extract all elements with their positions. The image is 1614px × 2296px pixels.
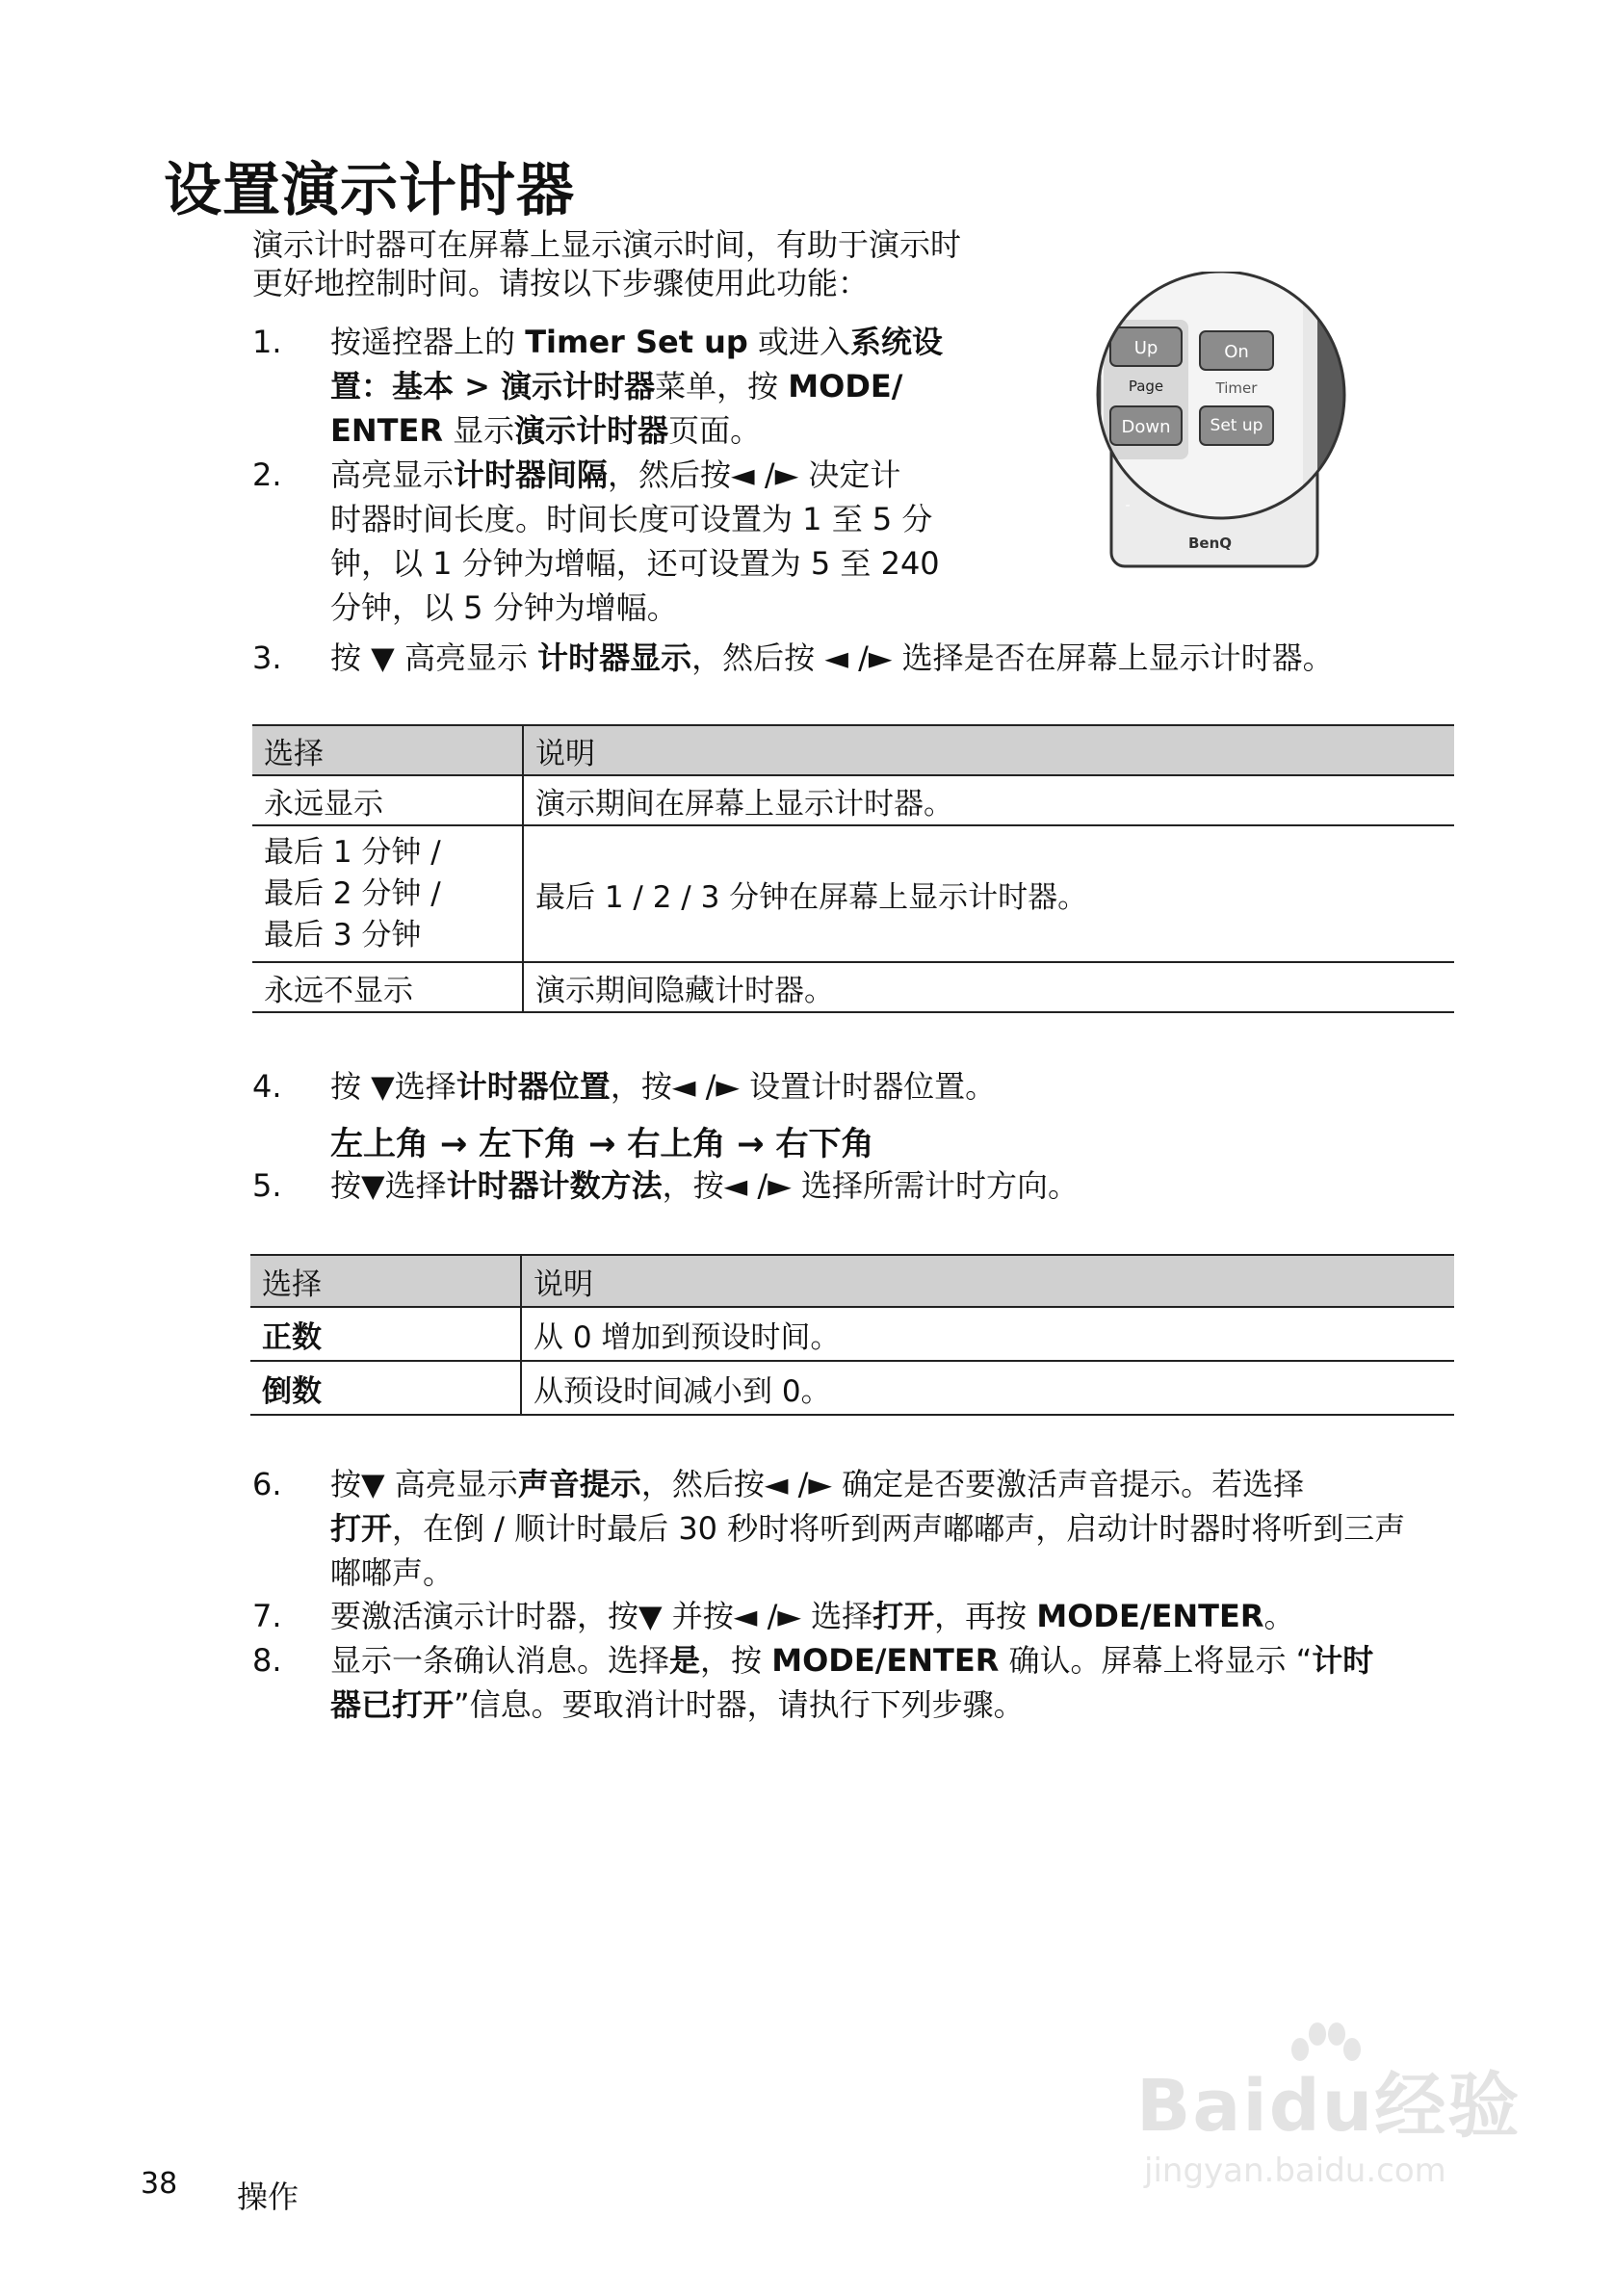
step-3 [252,636,1504,680]
option-line: 最后 2 分钟 / [264,875,441,911]
down-label: Down [1121,417,1171,437]
step-2 [252,453,1003,636]
step-text: ”信息。要取消计时器，请执行下列步骤。 [454,1686,1025,1723]
count-method-table [250,1254,1454,1416]
step-text: 页面。 [668,412,762,449]
option-line: 最后 3 分钟 [264,917,422,952]
table-header-cell: 说明 [523,725,1454,775]
step-text: ，按◄ /► 设置计时器位置。 [610,1068,997,1105]
step-text: 按遥控器上的 [330,324,526,360]
step-text: 按▼选择 [330,1167,447,1204]
table-row [252,775,1454,825]
page-number: 38 [141,2167,178,2201]
step-bold: 打开 [330,1510,393,1547]
step-7 [252,1594,1504,1638]
step-bold: 打开 [872,1598,935,1634]
step-text: 按 ▼ 高亮显示 [330,639,538,676]
step-text: 高亮显示 [330,457,455,493]
step-text: 时器时间长度。时间长度可设置为 1 至 5 分 [330,501,933,537]
table-header-row [252,725,1454,775]
step-bold: 声音提示 [517,1466,641,1502]
step-number: 1. [252,324,282,360]
table-cell-desc: 最后 1 / 2 / 3 分钟在屏幕上显示计时器。 [523,825,1454,962]
step-6 [252,1462,1504,1597]
up-label: Up [1133,338,1158,358]
step-text: 或进入 [747,324,851,360]
table-cell-option [252,825,523,962]
step-text: ，然后按◄ /► 决定计 [608,457,901,493]
table-row [250,1307,1454,1361]
step-text: 按▼ 高亮显示 [330,1466,518,1502]
table-cell-desc: 演示期间在屏幕上显示计时器。 [523,775,1454,825]
step-text: ，然后按 ◄ /► 选择是否在屏幕上显示计时器。 [691,639,1334,676]
option-line: 最后 1 分钟 / [264,834,441,870]
step-text: ，在倒 / 顺计时最后 30 秒时将听到两声嘟嘟声，启动计时器时将听到三声 [392,1510,1406,1547]
table-cell-desc: 从预设时间减小到 0。 [521,1361,1454,1415]
step-text: ，再按 [934,1598,1037,1634]
remote-control-illustration [1086,272,1375,570]
step-text: ，然后按◄ /► 确定是否要激活声音提示。若选择 [640,1466,1305,1502]
section-name: 操作 [237,2179,299,2215]
step-text: 要激活演示计时器，按▼ 并按◄ /► 选择 [330,1598,873,1634]
table-row [250,1361,1454,1415]
step-text: 确认。屏幕上将显示 “ [999,1642,1313,1679]
step-number: 5. [252,1167,282,1204]
watermark-logo: Baidu经验 [1136,2065,1522,2148]
timer-label: Timer [1215,379,1258,397]
table-cell-option: 正数 [250,1307,521,1361]
step-1 [252,320,1003,455]
step-bold: 计时器间隔 [454,457,609,493]
step-text: 分钟，以 5 分钟为增幅。 [330,589,678,626]
watermark [1136,2049,1521,2190]
step-bold: MODE/ENTER [1036,1598,1264,1634]
page-label: Page [1128,378,1164,395]
setup-label: Set up [1210,416,1263,435]
table-header-cell: 选择 [252,725,523,775]
step-text: 钟，以 1 分钟为增幅，还可设置为 5 至 240 [330,545,940,582]
table-cell-option: 永远显示 [252,775,523,825]
minus-label: - [1125,498,1131,513]
step-number: 6. [252,1466,282,1502]
intro-paragraph: 演示计时器可在屏幕上显示演示时间，有助于演示时更好地控制时间。请按以下步骤使用此功能： [252,226,962,301]
step-number: 4. [252,1068,282,1105]
page-title: 设置演示计时器 [164,157,575,224]
step-bold: ENTER [330,412,443,449]
step-bold: 是 [669,1642,701,1679]
step-bold: 系统设 [850,324,944,360]
step-text: 显示一条确认消息。选择 [330,1642,670,1679]
step-4 [252,1064,1408,1109]
step-text: 嘟嘟声。 [330,1554,455,1591]
step-bold: 演示计时器 [514,412,669,449]
table-cell-option: 永远不显示 [252,962,523,1012]
table-cell-option: 倒数 [250,1361,521,1415]
step-text: ，按 [700,1642,772,1679]
table-cell-desc: 从 0 增加到预设时间。 [521,1307,1454,1361]
on-label: On [1224,342,1249,362]
step-bold: 置：基本 > 演示计时器 [330,368,656,404]
timer-display-table [252,724,1454,1013]
step-bold: MODE/ENTER [771,1642,1000,1679]
step-number: 7. [252,1598,282,1634]
step-number: 3. [252,639,282,676]
table-header-cell: 说明 [521,1255,1454,1307]
table-cell-desc: 演示期间隐藏计时器。 [523,962,1454,1012]
step-text: 菜单，按 [655,368,789,404]
brand-label: BenQ [1188,535,1233,552]
step-8 [252,1638,1504,1727]
timer-position-sequence: 左上角 → 左下角 → 右上角 → 右下角 [330,1125,874,1163]
table-header-row [250,1255,1454,1307]
step-text: ，按◄ /► 选择所需计时方向。 [662,1167,1079,1204]
watermark-url: jingyan.baidu.com [1144,2152,1446,2190]
paw-icon [1281,2021,1367,2088]
table-header-cell: 选择 [250,1255,521,1307]
step-text: 按 ▼选择 [330,1068,456,1105]
step-text: 显示 [442,412,515,449]
step-number: 8. [252,1642,282,1679]
step-bold: 器已打开 [330,1686,455,1723]
table-row [252,962,1454,1012]
step-5 [252,1163,1408,1208]
step-bold: 计时器计数方法 [446,1167,663,1204]
step-bold: 计时 [1312,1642,1374,1679]
step-text: 。 [1263,1598,1295,1634]
step-bold: 计时器位置 [456,1068,611,1105]
step-bold: Timer Set up [525,324,748,360]
table-row [252,825,1454,962]
step-bold: MODE/ [788,368,903,404]
step-bold: 计时器显示 [537,639,692,676]
step-number: 2. [252,457,282,493]
